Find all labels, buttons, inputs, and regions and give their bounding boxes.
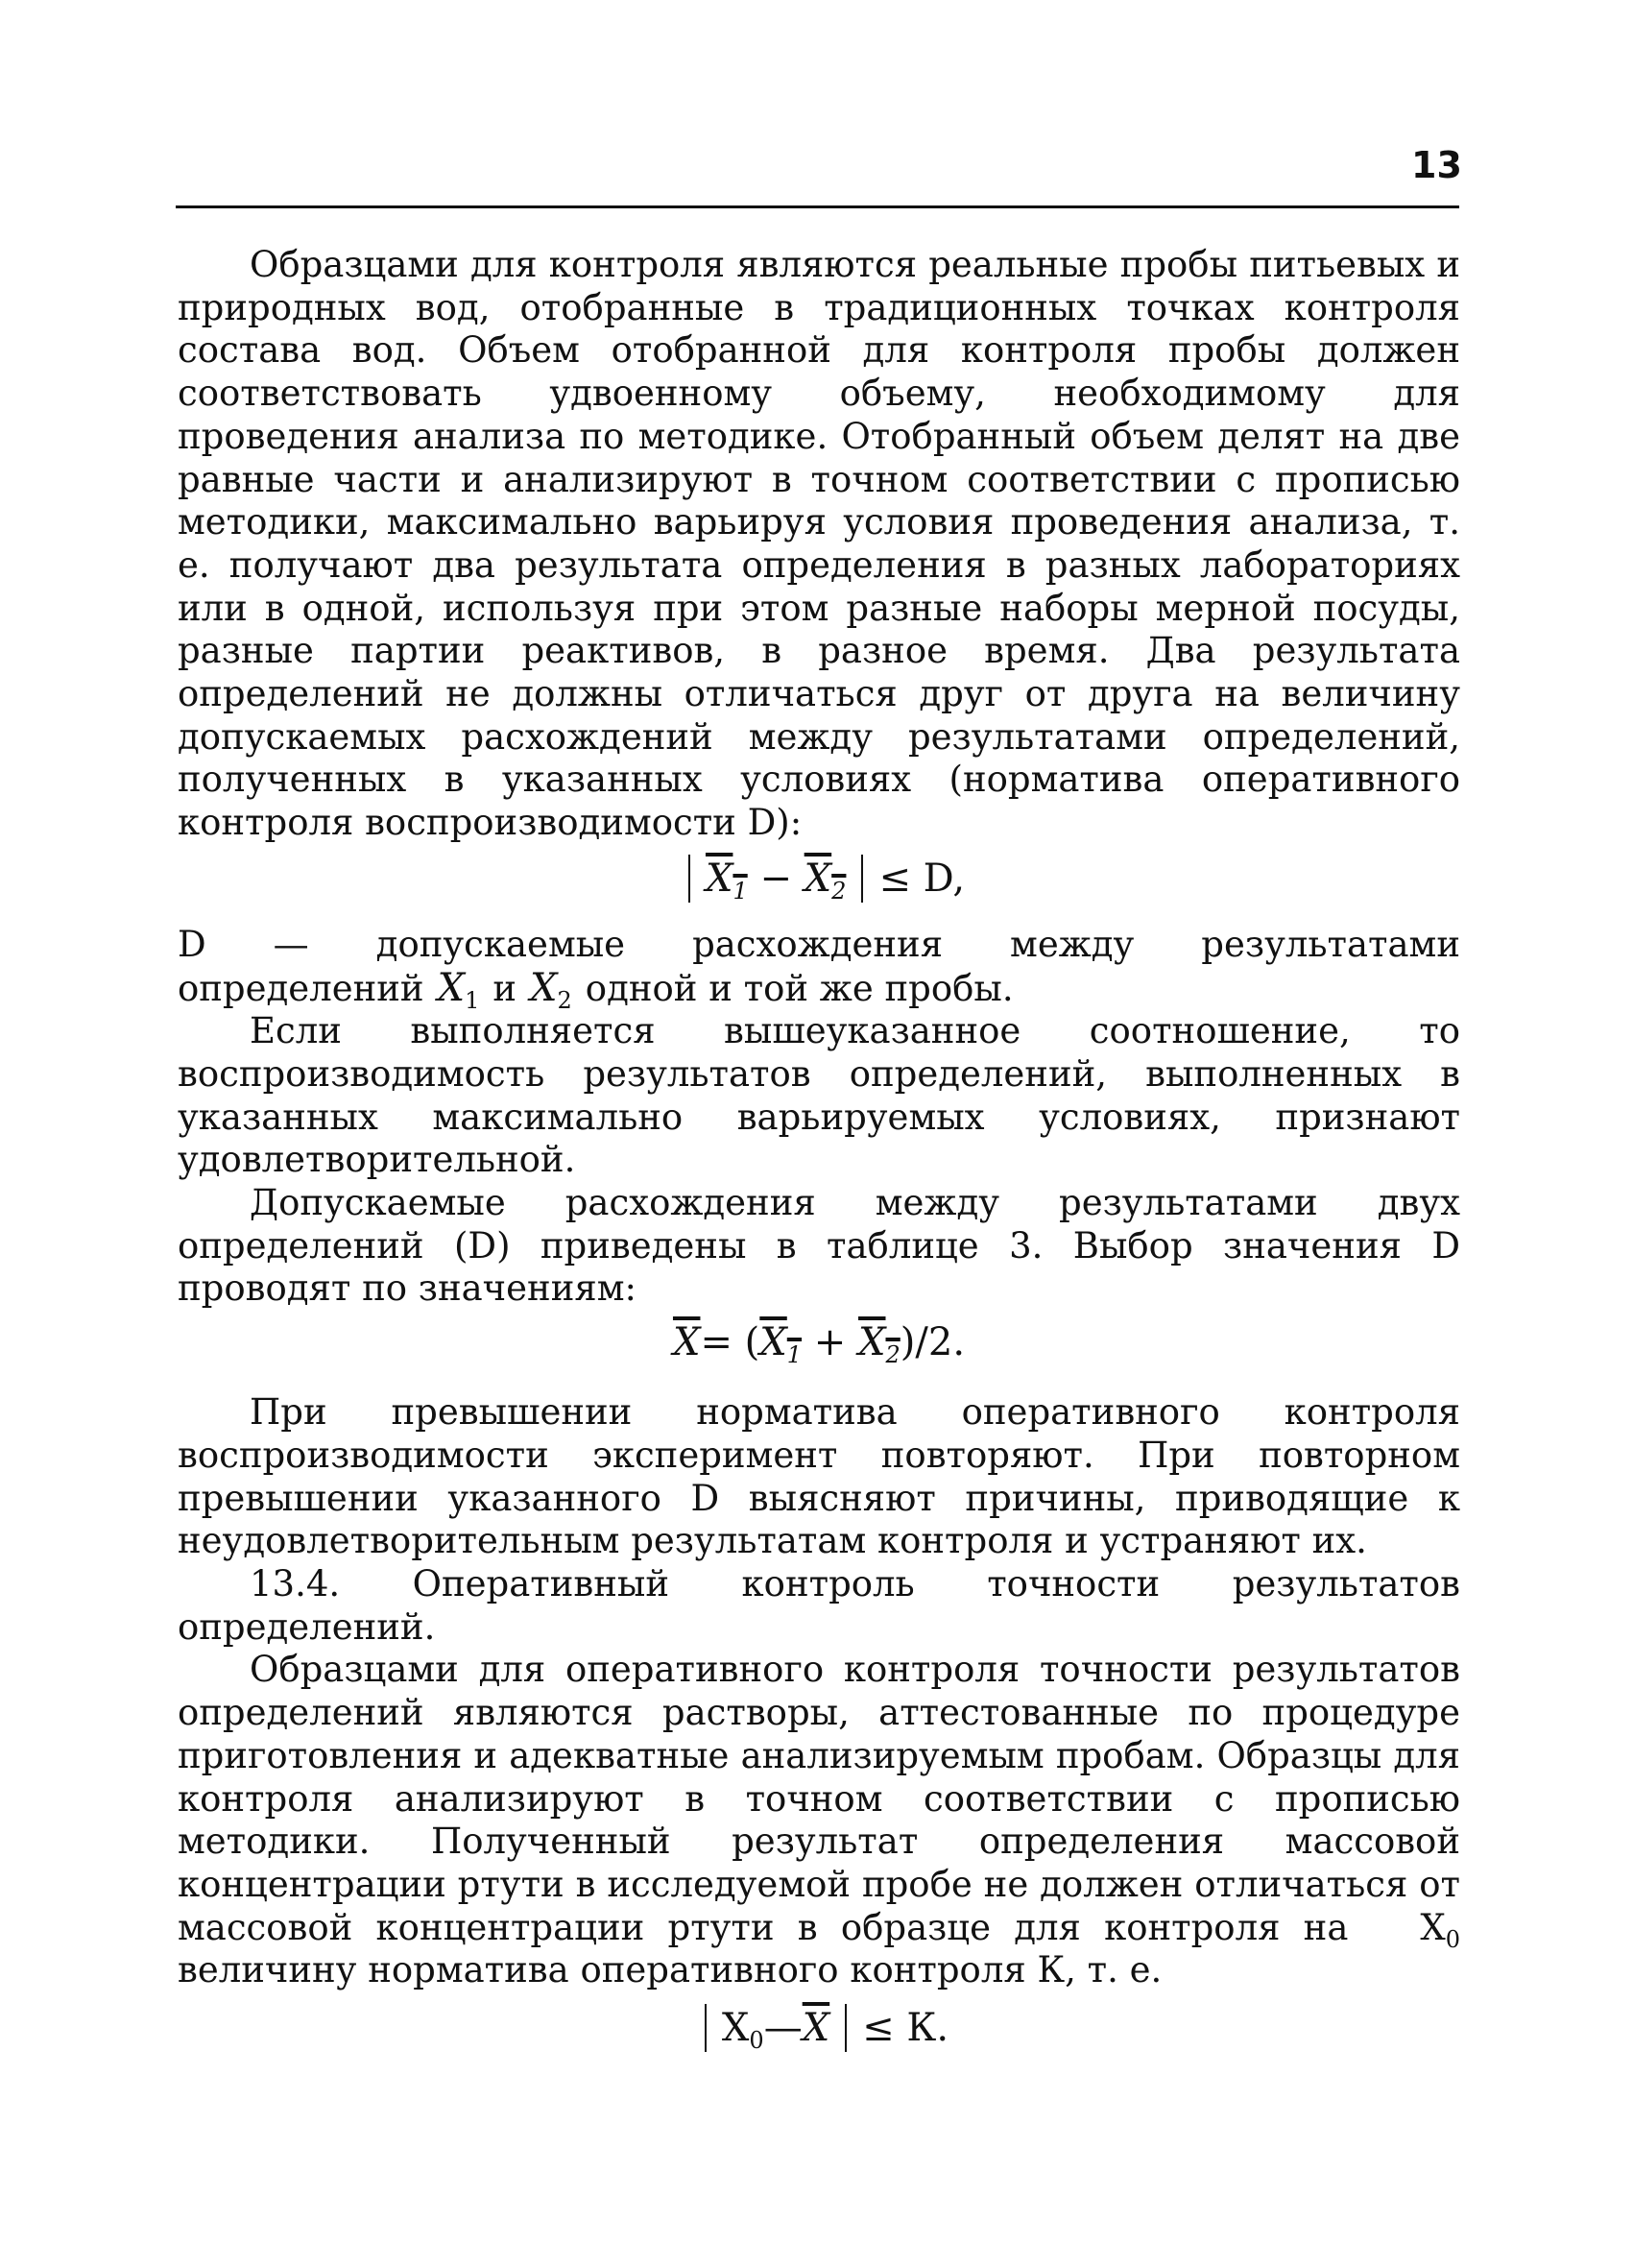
formula-reproducibility [178,847,1460,910]
inline-x0: $X_0$ [1420,1906,1460,1953]
paragraph-d-definition: D — допускаемые расхождения между результатами определений $X_1$ и $X_2$ одной и той же пробы. [178,923,1460,1014]
formula-rhs-2: ≤ К. [862,2006,949,2051]
formula-x-bar: $\overline{X}$ [802,2006,830,2051]
header-rule [176,205,1459,208]
paragraph-control-samples: Образцами для контроля являются реальные пробы питьевых и природных вод, отобранные в традиционных точках контроля состава вод. Объем отобранной для контроля пробы должен соответствовать удвоенному объему, необходимому для проведения анализа по методике. Отобранный объем делят на две равные части и анализируют в точном соответствии с прописью методики, максимально варьируя условия проведения анализа, т. е. получают два результата определения в разных лабораториях или в одной, используя при этом разные наборы мерной посуды, разные партии реактивов, в разное время. Два результата определений не должны отличаться друг от друга на величину допускаемых расхождений между результатами определений, полученных в указанных условиях (норматива оперативного контроля воспроизводимости D): [178,244,1460,844]
formula-eq: = ( [700,1320,760,1365]
formula-mean-x1: $X_1$ [759,1320,803,1369]
abs-bar-left-2 [705,2004,707,2052]
formula-x2: $X_2$ [804,856,847,905]
paragraph-condition-met: Если выполняется вышеуказанное соотношение, то воспроизводимость результатов определений, выполненных в указанных максимально варьируемых условиях, признают удовлетворительной. [178,1010,1460,1181]
body-text [178,244,1460,2073]
formula-x-mean: $\overline{X}$ [672,1320,701,1365]
formula-x0: $X_0$ [721,2006,764,2055]
paragraph-table-reference: Допускаемые расхождения между результатами двух определений (D) приведены в таблице 3. Выбор значения D проводят по значениям: [178,1182,1460,1310]
section-heading-13-4: 13.4. Оперативный контроль точности результатов определений. [178,1562,1460,1648]
inline-x2: $X_2$ [530,965,572,1014]
formula-minus: − [759,856,792,901]
page-number: 13 [1411,144,1462,186]
abs-bar-right [861,855,863,903]
paragraph-accuracy-samples: Образцами для оперативного контроля точности результатов определений являются растворы, аттестованные по процедуре приготовления и адекватные анализируемым пробам. Образцы для контроля анализируют в точном соответствии с прописью методики. Полученный результат определения массовой концентрации ртути в исследуемой пробе не должен отличаться от массовой концентрации ртути в образце для контроля $X_0$ на величину норматива оперативного контроля К, т. е. [178,1649,1460,1991]
formula-mean [178,1311,1460,1374]
formula-accuracy [178,1996,1460,2060]
formula-minus-2: — [763,2006,803,2051]
abs-bar-right-2 [845,2004,847,2052]
formula-x1: $X_1$ [705,856,748,905]
formula-rhs: ≤ D, [878,856,966,901]
formula-plus: + [813,1320,847,1365]
paragraph-exceed-norm: При превышении норматива оперативного контроля воспроизводимости эксперимент повторяют. При повторном превышении указанного D выясняют причины, приводящие к неудовлетворительным результатам контроля и устраняют их. [178,1391,1460,1562]
formula-mean-x2: $X_2$ [858,1320,901,1369]
abs-bar-left [688,855,690,903]
inline-x1: $X_1$ [437,965,480,1014]
formula-tail: )/2. [900,1320,966,1365]
